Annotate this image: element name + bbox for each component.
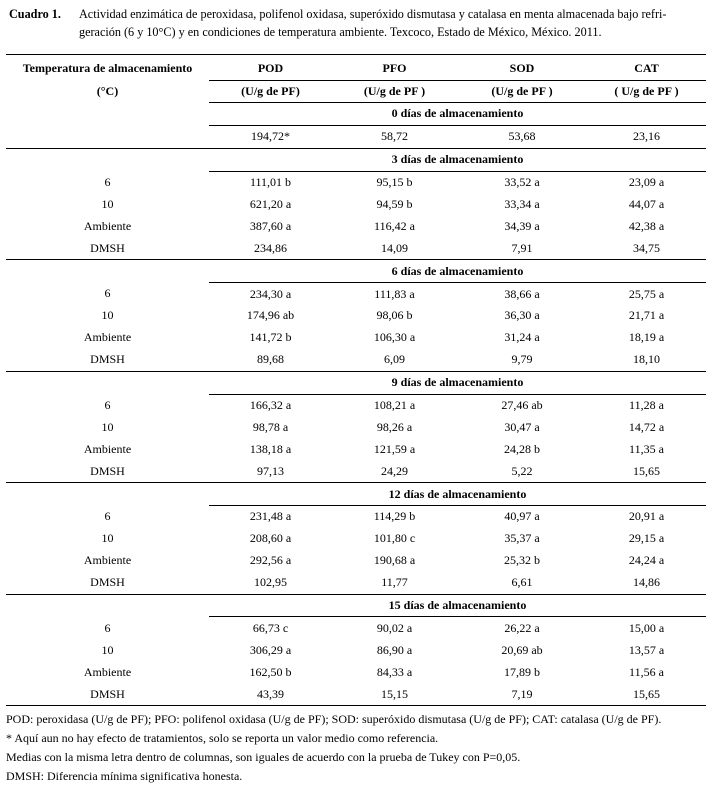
cell-pfo: 11,77 — [381, 575, 408, 590]
cell-cat: 14,86 — [633, 575, 660, 590]
cell-pod: 194,72* — [251, 129, 290, 144]
cell-pod: 66,73 c — [252, 620, 289, 635]
cell-cat: 18,10 — [633, 352, 660, 367]
cell-sod: 53,68 — [508, 129, 536, 144]
cell-cat: 25,75 a — [628, 286, 665, 301]
cell-pod: 138,18 a — [249, 441, 292, 456]
table-row — [6, 506, 706, 528]
cell-cat: 15,00 a — [628, 620, 665, 635]
cell-sod: 7,91 — [511, 240, 533, 255]
cell-temp: 6 — [104, 174, 111, 189]
cell-pfo: 114,29 b — [373, 509, 416, 524]
header-pod-unit: (U/g de PF) — [209, 81, 332, 103]
section-title: 9 días de almacenamiento — [209, 371, 706, 394]
cell-cat: 15,65 — [633, 686, 660, 701]
cell-sod: 36,30 a — [504, 308, 540, 323]
cell-pfo: 98,26 a — [376, 419, 413, 434]
cell-pfo: 6,09 — [384, 352, 405, 367]
section-title: 0 días de almacenamiento — [209, 103, 706, 126]
cell-pod: 231,48 a — [249, 509, 292, 524]
cell-pfo: 15,15 — [381, 686, 408, 701]
cell-cat: 11,56 a — [629, 664, 664, 679]
cell-pfo: 106,30 a — [373, 330, 416, 345]
cell-temp — [6, 125, 209, 148]
cell-sod: 30,47 a — [504, 419, 540, 434]
table-row — [6, 171, 706, 193]
cell-pod: 234,86 — [254, 240, 287, 255]
cell-temp: 6 — [104, 286, 111, 301]
footnote-dmsh: DMSH: Diferencia mínima significativa honesta. — [6, 769, 243, 783]
cell-pfo: 94,59 b — [376, 197, 413, 211]
cell-pod: 306,29 a — [249, 642, 292, 657]
cell-cat: 42,38 a — [628, 218, 665, 233]
cell-sod: 34,39 a — [504, 218, 540, 233]
table-footnotes — [6, 710, 708, 786]
cell-cat: 11,28 a — [629, 398, 664, 413]
section-header-blank — [6, 260, 209, 283]
section-header-row — [6, 103, 706, 126]
section-header-blank — [6, 148, 209, 171]
cell-pod: 43,39 — [257, 686, 284, 701]
cell-temp: 10 — [101, 531, 114, 546]
section-header-row — [6, 260, 706, 283]
caption-line-2: geración (6 y 10°C) y en condiciones de temperatura ambiente. Texcoco, Estado de México, México. 2011. — [79, 25, 602, 39]
cell-sod: 35,37 a — [504, 531, 540, 546]
cell-pfo: 58,72 — [381, 129, 408, 144]
header-sod-unit: (U/g de PF ) — [457, 81, 587, 103]
cell-cat: 34,75 — [633, 240, 660, 255]
cell-sod: 40,97 a — [504, 509, 540, 524]
table-row — [6, 305, 706, 327]
table-row — [6, 460, 706, 482]
cell-cat: 44,07 a — [628, 197, 665, 211]
cell-pfo: 111,83 a — [374, 286, 415, 301]
cell-cat: 21,71 a — [628, 308, 665, 323]
cell-pfo: 14,09 — [381, 240, 408, 255]
table-row — [6, 438, 706, 460]
cell-cat: 23,09 a — [628, 175, 665, 190]
header-cat: CAT — [634, 61, 659, 75]
cell-pod: 234,30 a — [249, 286, 292, 301]
cell-sod: 5,22 — [511, 463, 533, 478]
table-row — [6, 550, 706, 572]
cell-pfo: 190,68 a — [373, 553, 416, 568]
section-title: 3 días de almacenamiento — [209, 148, 706, 171]
cell-pod: 208,60 a — [249, 531, 292, 546]
cell-pod: 621,20 a — [249, 197, 292, 211]
cell-temp: DMSH — [90, 686, 125, 701]
cell-sod: 20,69 ab — [501, 642, 543, 657]
cell-temp: DMSH — [90, 575, 125, 590]
cell-temp: Ambiente — [83, 553, 132, 568]
table-row — [6, 572, 706, 594]
cell-pfo: 116,42 a — [374, 218, 415, 233]
cell-temp: Ambiente — [83, 330, 132, 345]
section-title: 15 días de almacenamiento — [209, 594, 706, 617]
table-row — [6, 661, 706, 683]
cell-sod: 33,34 a — [504, 197, 540, 211]
cell-pod: 97,13 — [257, 463, 284, 478]
cell-sod: 24,28 b — [504, 441, 540, 456]
table-row — [6, 617, 706, 639]
cell-pfo: 98,06 b — [376, 308, 413, 323]
cell-sod: 27,46 ab — [501, 398, 543, 413]
cell-cat: 13,57 a — [628, 642, 665, 657]
cell-sod: 26,22 a — [504, 620, 540, 635]
cell-sod: 17,89 b — [504, 664, 540, 679]
table-row — [6, 194, 706, 216]
table-row — [6, 394, 706, 416]
cell-pod: 292,56 a — [249, 553, 292, 568]
footnote-asterisk: * Aquí aun no hay efecto de tratamientos, solo se reporta un valor medio como referencia. — [6, 731, 439, 745]
cell-pfo: 24,29 — [381, 463, 408, 478]
cell-sod: 9,79 — [511, 352, 533, 367]
cell-pod: 102,95 — [254, 575, 287, 590]
cell-pod: 141,72 b — [249, 330, 292, 345]
cell-temp: 10 — [101, 308, 114, 323]
header-cat-unit: ( U/g de PF ) — [587, 81, 706, 103]
header-temperature-unit: (°C) — [96, 84, 119, 98]
header-temperature: Temperatura de almacenamiento — [22, 61, 193, 76]
table-row — [6, 416, 706, 438]
cell-pod: 98,78 a — [252, 419, 289, 434]
cell-sod: 31,24 a — [504, 330, 540, 345]
cell-temp: 10 — [101, 419, 114, 434]
caption-line-1: Actividad enzimática de peroxidasa, polifenol oxidasa, superóxido dismutasa y catalasa en menta almacenada bajo refri- — [79, 7, 667, 21]
caption-label: Cuadro 1. — [9, 7, 61, 21]
table-row — [6, 639, 706, 661]
section-title: 6 días de almacenamiento — [209, 260, 706, 283]
cell-cat: 18,19 a — [628, 330, 665, 345]
cell-pfo: 121,59 a — [373, 441, 416, 456]
table-row — [6, 237, 706, 259]
cell-sod: 33,52 a — [504, 175, 540, 190]
cell-temp: DMSH — [90, 352, 125, 367]
cell-pfo: 84,33 a — [376, 664, 413, 679]
section-header-blank — [6, 594, 209, 617]
footnote-abbreviations: POD: peroxidasa (U/g de PF); PFO: polifenol oxidasa (U/g de PF); SOD: superóxido dismutasa (U/g de PF); CAT: catalasa (U/g de PF). — [6, 712, 662, 726]
cell-cat: 23,16 — [633, 129, 660, 144]
cell-pfo: 86,90 a — [376, 642, 413, 657]
table-caption — [9, 5, 705, 41]
cell-temp: Ambiente — [83, 441, 132, 456]
section-title: 12 días de almacenamiento — [209, 483, 706, 506]
section-header-row — [6, 594, 706, 617]
cell-cat: 14,72 a — [628, 419, 665, 434]
table-body — [6, 103, 706, 706]
cell-pod: 387,60 a — [249, 218, 292, 233]
enzyme-activity-table — [6, 54, 706, 706]
header-pfo-unit: (U/g de PF ) — [332, 81, 457, 103]
cell-temp: 6 — [104, 397, 111, 412]
cell-cat: 29,15 a — [628, 531, 665, 546]
cell-temp: 10 — [101, 197, 114, 211]
table-row — [6, 349, 706, 371]
cell-pfo: 90,02 a — [376, 620, 413, 635]
cell-cat: 24,24 a — [628, 553, 665, 568]
cell-sod: 38,66 a — [504, 286, 540, 301]
cell-pod: 111,01 b — [249, 175, 292, 190]
table-row — [6, 327, 706, 349]
cell-temp: 6 — [104, 620, 111, 635]
section-header-blank — [6, 371, 209, 394]
footnote-tukey: Medias con la misma letra dentro de columnas, son iguales de acuerdo con la prueba de Tukey con P=0,05. — [6, 750, 521, 764]
cell-cat: 11,35 a — [629, 441, 664, 456]
cell-temp: 10 — [101, 642, 114, 657]
cell-temp: Ambiente — [83, 664, 132, 679]
cell-pod: 174,96 ab — [246, 308, 295, 323]
cell-temp: DMSH — [90, 463, 125, 478]
cell-pod: 166,32 a — [249, 398, 292, 413]
header-pod: POD — [257, 61, 284, 75]
table-row — [6, 125, 706, 148]
table-row — [6, 683, 706, 705]
section-header-row — [6, 148, 706, 171]
section-header-blank — [6, 103, 209, 126]
cell-sod: 25,32 b — [504, 553, 540, 568]
cell-temp: DMSH — [90, 240, 125, 255]
table-row — [6, 215, 706, 237]
cell-pod: 162,50 b — [249, 664, 292, 679]
section-header-blank — [6, 483, 209, 506]
section-header-row — [6, 371, 706, 394]
header-sod: SOD — [509, 61, 535, 75]
cell-temp: Ambiente — [83, 218, 132, 233]
header-pfo: PFO — [382, 61, 407, 75]
cell-pfo: 95,15 b — [376, 175, 413, 190]
table-row — [6, 528, 706, 550]
table-row — [6, 283, 706, 305]
cell-pfo: 108,21 a — [373, 398, 416, 413]
cell-cat: 15,65 — [633, 463, 660, 478]
cell-sod: 7,19 — [511, 686, 533, 701]
cell-pfo: 101,80 c — [373, 531, 416, 546]
cell-cat: 20,91 a — [628, 509, 665, 524]
cell-temp: 6 — [104, 509, 111, 524]
section-header-row — [6, 483, 706, 506]
cell-sod: 6,61 — [511, 575, 533, 590]
cell-pod: 89,68 — [257, 352, 284, 367]
